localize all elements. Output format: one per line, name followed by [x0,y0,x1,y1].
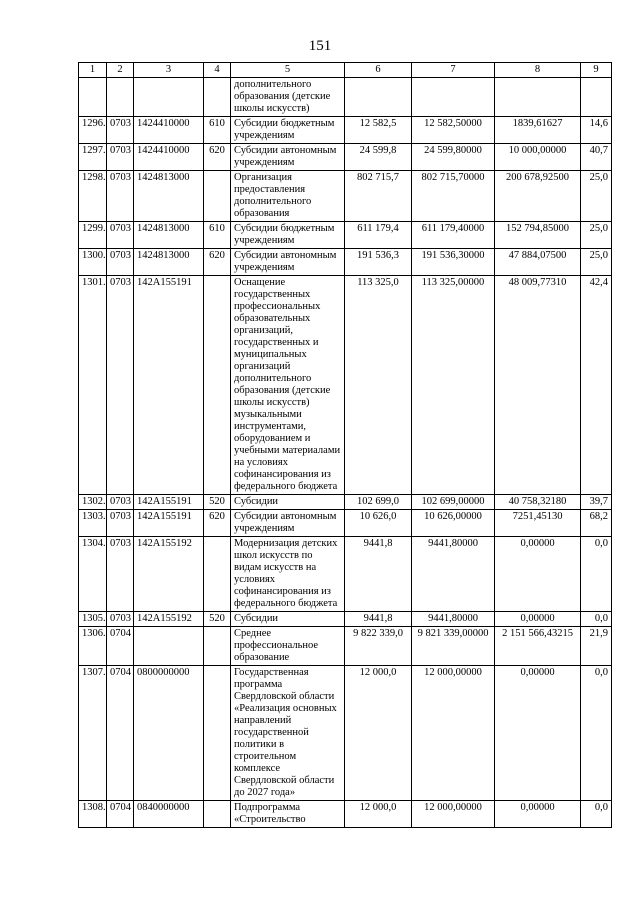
table-row [79,666,612,801]
amount-executed: 0,00000 [495,801,581,828]
amount-planned: 9441,80000 [412,537,495,612]
percent-executed: 21,9 [581,627,612,666]
target-article-code [134,78,204,117]
column-header: 9 [581,63,612,78]
amount-approved: 191 536,3 [345,249,412,276]
row-number: 1298. [79,171,107,222]
table-row [79,249,612,276]
column-header: 4 [204,63,231,78]
percent-executed: 25,0 [581,171,612,222]
target-article-code: 0840000000 [134,801,204,828]
table-row [79,78,612,117]
amount-approved [345,78,412,117]
expense-type-code: 610 [204,222,231,249]
amount-approved: 9 822 339,0 [345,627,412,666]
percent-executed: 39,7 [581,495,612,510]
expense-type-code: 620 [204,510,231,537]
column-header: 8 [495,63,581,78]
row-number: 1299. [79,222,107,249]
percent-executed: 25,0 [581,222,612,249]
column-header: 7 [412,63,495,78]
item-name: Субсидии [231,612,345,627]
amount-planned: 191 536,30000 [412,249,495,276]
amount-planned: 12 000,00000 [412,666,495,801]
column-header: 1 [79,63,107,78]
expense-type-code [204,801,231,828]
amount-planned: 9441,80000 [412,612,495,627]
item-name: Организация предоставления дополнительного образования [231,171,345,222]
amount-executed: 0,00000 [495,612,581,627]
expense-type-code [204,276,231,495]
table-row [79,222,612,249]
row-number: 1302. [79,495,107,510]
amount-approved: 12 582,5 [345,117,412,144]
row-number: 1300. [79,249,107,276]
table-row [79,171,612,222]
target-article-code: 142A155191 [134,510,204,537]
row-number: 1305. [79,612,107,627]
item-name: Государственная программа Свердловской области «Реализация основных направлений государственной политики в строительном комплексе Свердловской области до 2027 года» [231,666,345,801]
item-name: Субсидии автономным учреждениям [231,144,345,171]
percent-executed: 0,0 [581,612,612,627]
section-code: 0704 [107,627,134,666]
section-code: 0704 [107,801,134,828]
amount-executed: 48 009,77310 [495,276,581,495]
amount-approved: 9441,8 [345,537,412,612]
percent-executed [581,78,612,117]
section-code: 0703 [107,222,134,249]
target-article-code: 142A155191 [134,495,204,510]
item-name: Среднее профессиональное образование [231,627,345,666]
table-row [79,117,612,144]
item-name: Субсидии бюджетным учреждениям [231,222,345,249]
item-name: Субсидии автономным учреждениям [231,249,345,276]
row-number: 1306. [79,627,107,666]
amount-approved: 611 179,4 [345,222,412,249]
section-code: 0703 [107,537,134,612]
amount-planned: 12 000,00000 [412,801,495,828]
section-code: 0703 [107,276,134,495]
amount-planned: 802 715,70000 [412,171,495,222]
table-row [79,801,612,828]
percent-executed: 0,0 [581,537,612,612]
amount-executed: 152 794,85000 [495,222,581,249]
amount-planned: 113 325,00000 [412,276,495,495]
section-code: 0703 [107,495,134,510]
amount-executed: 0,00000 [495,666,581,801]
percent-executed: 42,4 [581,276,612,495]
target-article-code: 1424410000 [134,144,204,171]
table-header-row [79,63,612,78]
row-number: 1303. [79,510,107,537]
table-row [79,612,612,627]
amount-planned: 12 582,50000 [412,117,495,144]
section-code: 0703 [107,612,134,627]
section-code: 0703 [107,117,134,144]
target-article-code: 1424410000 [134,117,204,144]
row-number: 1301. [79,276,107,495]
item-name: Подпрограмма «Строительство [231,801,345,828]
column-header: 3 [134,63,204,78]
amount-executed: 200 678,92500 [495,171,581,222]
target-article-code: 142A155192 [134,537,204,612]
amount-approved: 9441,8 [345,612,412,627]
page-number: 151 [308,38,332,54]
expense-type-code: 620 [204,144,231,171]
expense-type-code: 520 [204,495,231,510]
table-row [79,537,612,612]
column-header: 6 [345,63,412,78]
budget-table [78,62,612,828]
column-header: 5 [231,63,345,78]
amount-planned: 9 821 339,00000 [412,627,495,666]
row-number: 1308. [79,801,107,828]
target-article-code: 1424813000 [134,222,204,249]
section-code [107,78,134,117]
section-code: 0703 [107,510,134,537]
percent-executed: 0,0 [581,801,612,828]
item-name: дополнительного образования (детские школы искусств) [231,78,345,117]
amount-executed: 47 884,07500 [495,249,581,276]
item-name: Оснащение государственных профессиональных образовательных организаций, государственных и муниципальных организаций дополнительного образования (детские школы искусств) музыкальными инструментами, оборудованием и учебными материалами на условиях софинансирования из федерального бюджета [231,276,345,495]
table-row [79,276,612,495]
expense-type-code [204,78,231,117]
amount-executed [495,78,581,117]
section-code: 0703 [107,171,134,222]
percent-executed: 68,2 [581,510,612,537]
row-number [79,78,107,117]
expense-type-code: 520 [204,612,231,627]
amount-executed: 2 151 566,43215 [495,627,581,666]
expense-type-code [204,627,231,666]
section-code: 0703 [107,144,134,171]
item-name: Субсидии [231,495,345,510]
expense-type-code: 610 [204,117,231,144]
target-article-code: 142A155191 [134,276,204,495]
expense-type-code [204,171,231,222]
amount-executed: 10 000,00000 [495,144,581,171]
percent-executed: 25,0 [581,249,612,276]
amount-planned: 611 179,40000 [412,222,495,249]
amount-approved: 802 715,7 [345,171,412,222]
target-article-code [134,627,204,666]
table-row [79,495,612,510]
row-number: 1307. [79,666,107,801]
amount-approved: 113 325,0 [345,276,412,495]
amount-planned [412,78,495,117]
target-article-code: 1424813000 [134,249,204,276]
item-name: Субсидии бюджетным учреждениям [231,117,345,144]
amount-executed: 1839,61627 [495,117,581,144]
target-article-code: 1424813000 [134,171,204,222]
amount-planned: 102 699,00000 [412,495,495,510]
percent-executed: 0,0 [581,666,612,801]
column-header: 2 [107,63,134,78]
amount-approved: 12 000,0 [345,666,412,801]
expense-type-code [204,537,231,612]
section-code: 0704 [107,666,134,801]
target-article-code: 142A155192 [134,612,204,627]
amount-approved: 10 626,0 [345,510,412,537]
amount-planned: 10 626,00000 [412,510,495,537]
amount-executed: 40 758,32180 [495,495,581,510]
table-row [79,510,612,537]
amount-executed: 7251,45130 [495,510,581,537]
item-name: Модернизация детских школ искусств по видам искусств на условиях софинансирования из федерального бюджета [231,537,345,612]
target-article-code: 0800000000 [134,666,204,801]
expense-type-code: 620 [204,249,231,276]
expense-type-code [204,666,231,801]
amount-approved: 12 000,0 [345,801,412,828]
amount-approved: 24 599,8 [345,144,412,171]
section-code: 0703 [107,249,134,276]
percent-executed: 14,6 [581,117,612,144]
row-number: 1297. [79,144,107,171]
row-number: 1304. [79,537,107,612]
amount-planned: 24 599,80000 [412,144,495,171]
table-row [79,144,612,171]
table-row [79,627,612,666]
percent-executed: 40,7 [581,144,612,171]
row-number: 1296. [79,117,107,144]
amount-executed: 0,00000 [495,537,581,612]
item-name: Субсидии автономным учреждениям [231,510,345,537]
amount-approved: 102 699,0 [345,495,412,510]
